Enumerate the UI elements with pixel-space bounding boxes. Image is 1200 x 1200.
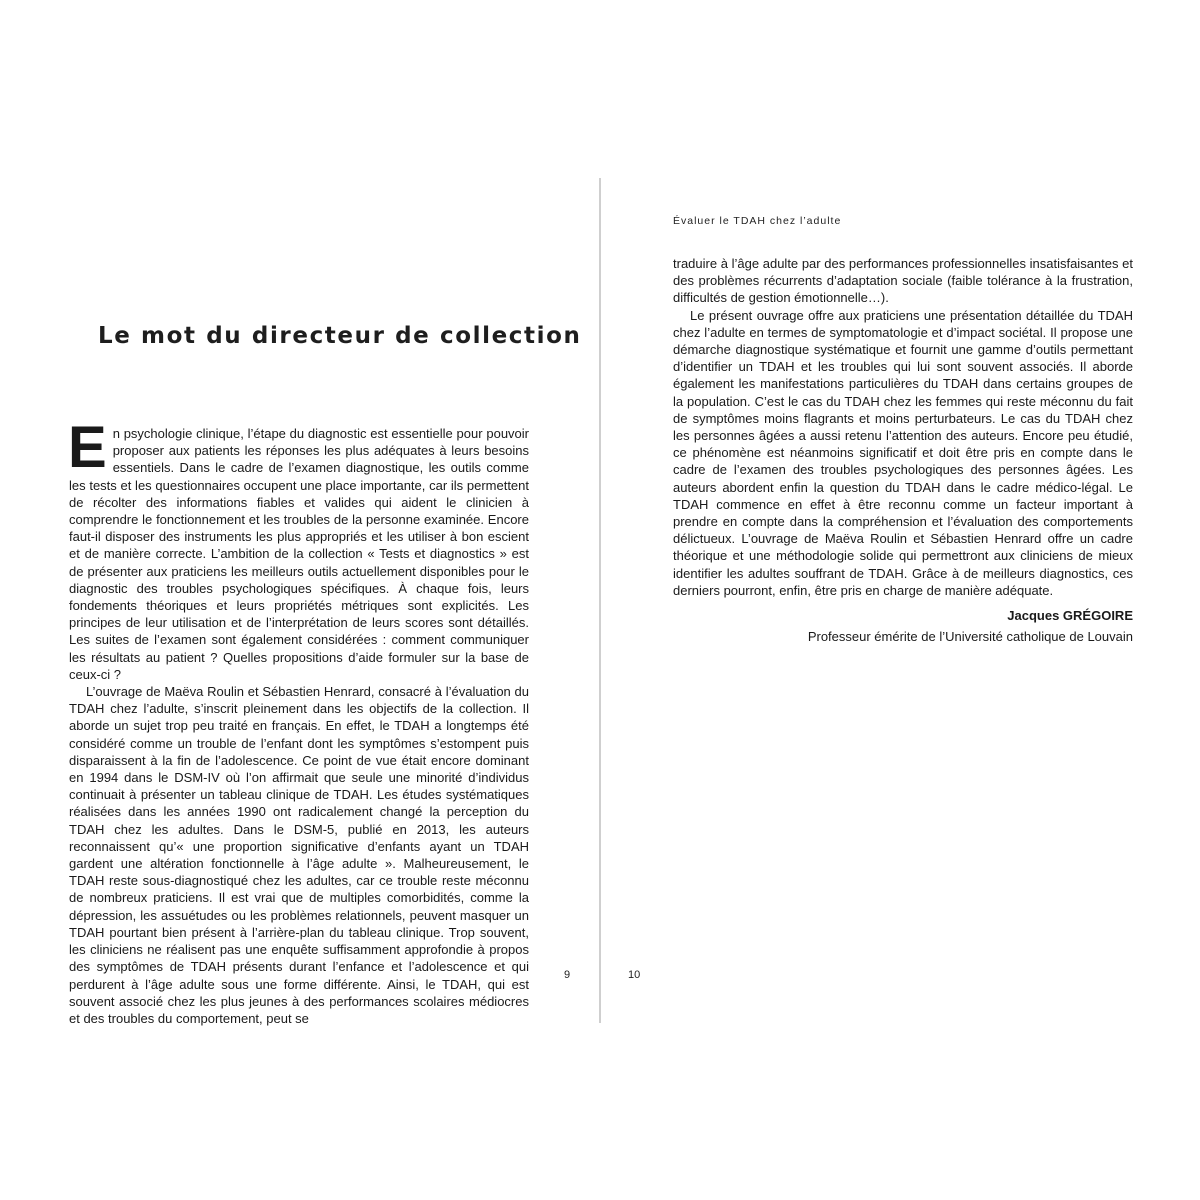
drop-cap: E [68,415,107,480]
left-body [68,415,529,1027]
chapter-title: Le mot du directeur de collection [98,323,582,349]
page-number-right: 10 [628,969,641,981]
author-last-name: GRÉGOIRE [1062,608,1133,624]
running-head: Évaluer le TDAH chez l’adulte [673,215,842,227]
signature [673,607,1133,624]
author-first-name: Jacques [1007,608,1063,624]
left-paragraph-2: L’ouvrage de Maëva Roulin et Sébastien Henrard, consacré à l’évaluation du TDAH chez l’adulte, s’inscrit pleinement dans les objectifs de la collection. Il aborde un sujet trop peu traité en français. En effet, le TDAH a longtemps été considéré comme un trouble de l’enfant dont les symptômes s’estompent puis disparaissent à la fin de l’adolescence. Ce point de vue était encore dominant en 1994 dans le DSM-IV où l’on affirmait que seule une minorité d’individus continuait à présenter un tableau clinique de TDAH. Les études systématiques réalisées dans les années 1990 ont radicalement changé la perception du TDAH chez les adultes. Dans le DSM-5, publié en 2013, les auteurs reconnaissent qu’« une proportion significative d’enfants ayant un TDAH gardent une altération fonctionnelle à l’âge adulte ». Malheureusement, le TDAH reste sous-diagnostiqué chez les adultes, car ce trouble reste méconnu de nombreux praticiens. Il est vrai que de multiples comorbidités, comme la dépression, les assuétudes ou les problèmes relationnels, peuvent masquer un TDAH pourtant bien présent à l’arrière-plan du tableau clinique. Trop souvent, les cliniciens ne réalisent pas une enquête suffisamment approfondie à propos des symptômes de TDAH présents durant l’enfance et l’adolescence et qui perdurent à l’âge adulte sous une forme différente. Ainsi, le TDAH, qui est souvent associé chez les plus jeunes à des performances scolaires médiocres et des troubles du comportement, peut se [69,684,529,1026]
right-body [673,255,1133,645]
right-paragraph-2: Le présent ouvrage offre aux praticiens une présentation détaillée du TDAH chez l’adulte en termes de symptomatologie et d’impact sociétal. Il propose une démarche diagnostique systématique et fournit une gamme d’outils permettant d’identifier un TDAH et les troubles qui lui sont souvent associés. Il aborde également les manifestations particulières du TDAH dans certains groupes de la population. C’est le cas du TDAH chez les femmes qui reste méconnu du fait de symptômes moins flagrants et moins perturbateurs. Le cas du TDAH chez les personnes âgées a aussi retenu l’attention des auteurs. Encore peu étudié, ce phénomène est néanmoins significatif et doit être pris en compte dans le cadre de l’examen des troubles psychologiques des personnes âgées. Les auteurs abordent enfin la question du TDAH dans le cadre médico-légal. Le TDAH commence en effet à être reconnu comme un facteur important à prendre en compte dans la compréhension et l’évaluation des comportements délictueux. L’ouvrage de Maëva Roulin et Sébastien Henrard offre un cadre théorique et une méthodologie solide qui permettront aux cliniciens de mieux identifier les adultes souffrant de TDAH. Grâce à de meilleurs diagnostics, ces derniers pourront, enfin, être pris en charge de manière adéquate. [673,307,1133,598]
page-number-left: 9 [564,969,571,981]
left-paragraph-1-text: n psychologie clinique, l’étape du diagnostic est essentielle pour pouvoir proposer aux patients les réponses les plus adéquates à leurs besoins essentiels. Dans le cadre de l’examen diagnostique, les outils comme les tests et les questionnaires occupent une place importante, car ils permettent de récolter des informations fiables et valides qui aident le clinicien à comprendre le fonctionnement et les troubles de la personne examinée. Encore faut-il disposer des instruments les plus appropriés et les utiliser à bon escient et de manière correcte. L’ambition de la collection « Tests et diagnostics » est de présenter aux praticiens les meilleurs outils actuellement disponibles pour le diagnostic des troubles psychologiques spécifiques. À chaque fois, leurs fondements théoriques et leurs propriétés métriques sont explicités. Les principes de leur utilisation et de l’interprétation de leurs scores sont détaillés. Les suites de l’examen sont également considérées : comment communiquer les résultats au patient ? Quelles propositions d’aide formuler sur la base de ceux-ci ? [69,426,529,682]
spine-divider [599,178,601,1023]
right-paragraph-1: traduire à l’âge adulte par des performances professionnelles insatisfaisantes et des problèmes récurrents d’adaptation sociale (faible tolérance à la frustration, difficultés de gestion émotionnelle…). [673,256,1133,306]
left-paragraph-1 [68,415,529,683]
author-affiliation: Professeur émérite de l’Université catholique de Louvain [807,629,1133,645]
